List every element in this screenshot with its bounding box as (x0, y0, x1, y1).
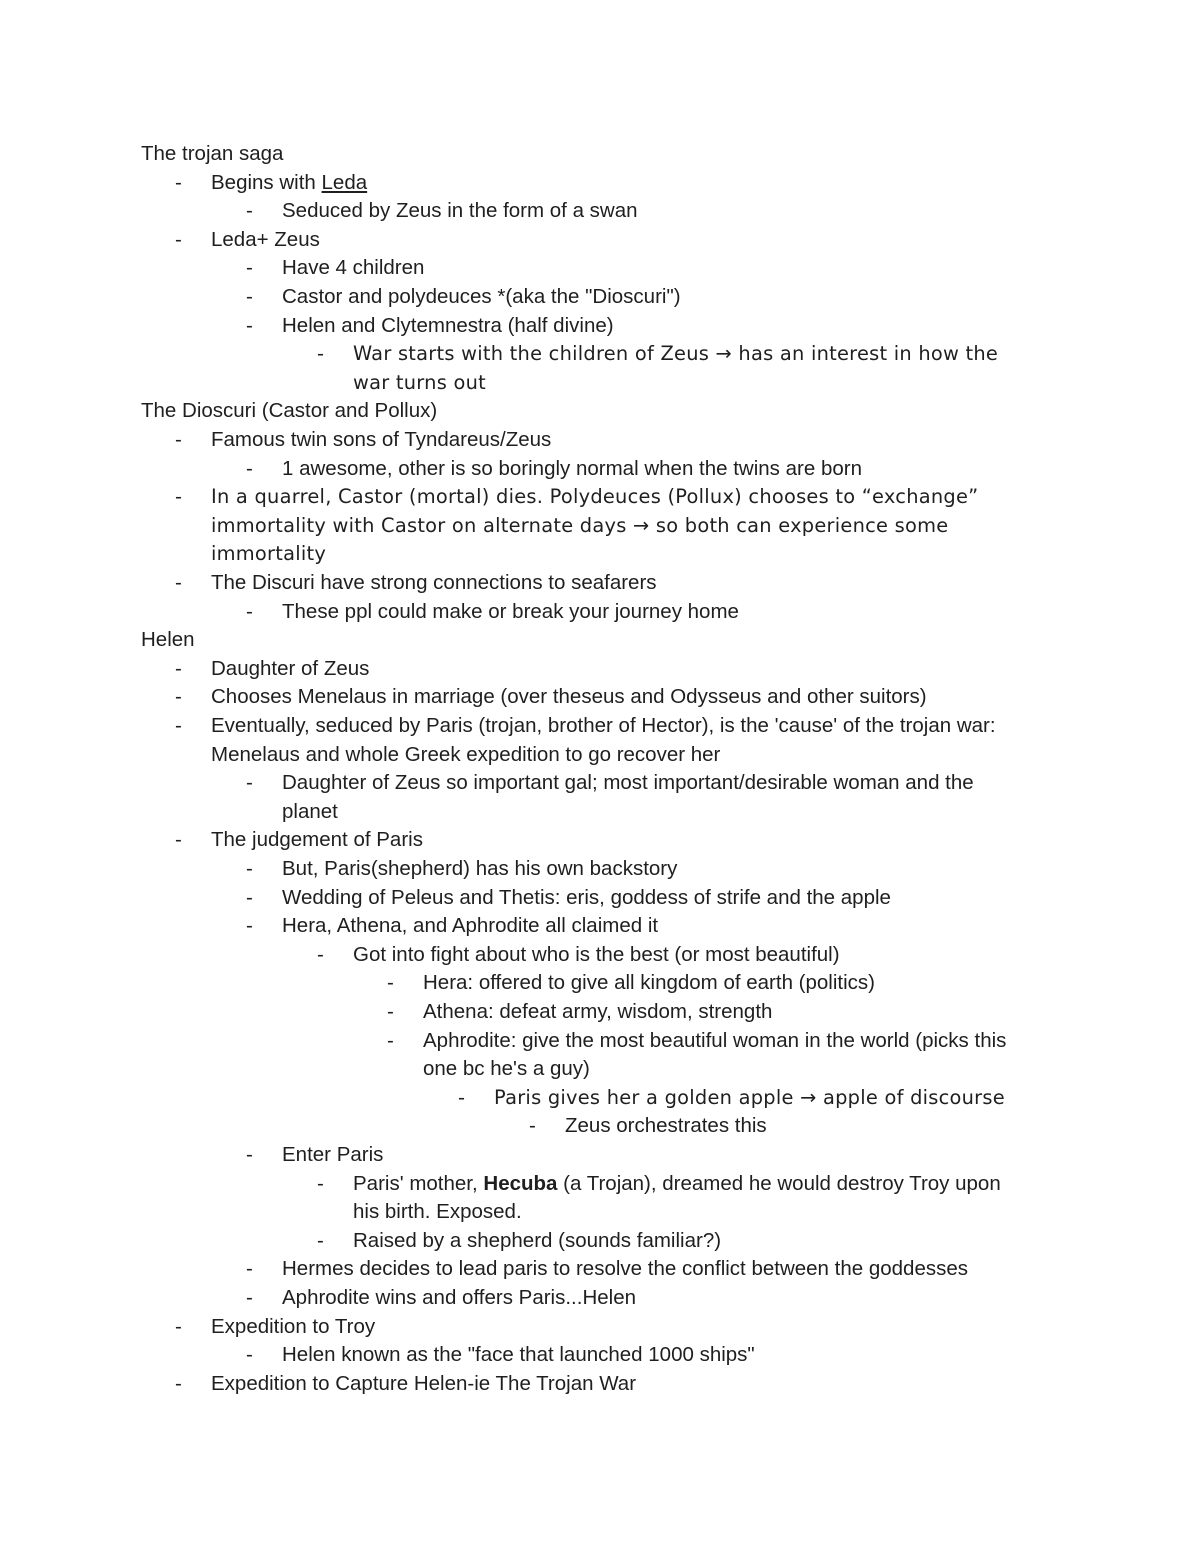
line-text: These ppl could make or break your journey home (282, 599, 739, 623)
line-text: 1 awesome, other is so boringly normal when the twins are born (282, 456, 862, 480)
line-text: Helen known as the "face that launched 1000 ships" (282, 1343, 755, 1367)
bullet-dash: - (246, 1286, 253, 1309)
bullet-dash: - (246, 1143, 253, 1166)
line-text: Castor and polydeuces *(aka the "Dioscuri") (282, 285, 681, 308)
text-segment: Begins with (211, 170, 322, 194)
bullet-dash: - (175, 828, 182, 852)
line-text: Zeus orchestrates this (565, 1114, 767, 1138)
bullet-dash: - (246, 313, 253, 337)
bold-text: Hecuba (483, 1171, 558, 1195)
bullet-dash: - (387, 1000, 394, 1023)
line-text: Enter Paris (282, 1143, 384, 1166)
line-text: War starts with the children of Zeus → has an interest in how the (353, 342, 999, 366)
line-text: Athena: defeat army, wisdom, strength (423, 1000, 773, 1023)
line-text: Paris gives her a golden apple → apple of discourse (494, 1085, 1005, 1109)
bullet-dash: - (246, 1257, 253, 1281)
bullet-dash: - (246, 914, 253, 938)
bullet-dash: - (175, 656, 182, 680)
bullet-dash: - (175, 1371, 182, 1395)
line-text: Daughter of Zeus (211, 656, 370, 680)
bullet-dash: - (317, 1228, 324, 1252)
line-text: Chooses Menelaus in marriage (over theseus and Odysseus and other suitors) (211, 685, 927, 709)
line-text: Have 4 children (282, 256, 425, 280)
line-text: planet (282, 799, 338, 823)
line-text: The Discuri have strong connections to seafarers (211, 571, 657, 594)
line-text (211, 169, 367, 197)
line-text: In a quarrel, Castor (mortal) dies. Polydeuces (Pollux) chooses to “exchange” (211, 485, 979, 509)
line-text: Hera: offered to give all kingdom of earth (politics) (423, 971, 875, 995)
line-text: immortality with Castor on alternate days → so both can experience some (211, 513, 949, 537)
bullet-dash: - (246, 857, 253, 880)
line-text: Hera, Athena, and Aphrodite all claimed it (282, 914, 659, 938)
bullet-dash: - (246, 256, 253, 280)
line-text: one bc he's a guy) (423, 1057, 590, 1081)
bullet-dash: - (175, 571, 182, 594)
bullet-dash: - (317, 942, 324, 966)
line-text: The judgement of Paris (211, 828, 423, 852)
line-text: Aphrodite: give the most beautiful woman in the world (picks this (423, 1028, 1007, 1052)
line-text: Expedition to Capture Helen-ie The Trojan War (211, 1371, 637, 1395)
line-text: Wedding of Peleus and Thetis: eris, goddess of strife and the apple (282, 885, 891, 909)
text-segment: (a Trojan), dreamed he would destroy Troy upon (557, 1171, 1001, 1195)
bullet-dash: - (175, 428, 182, 451)
line-text: Raised by a shepherd (sounds familiar?) (353, 1228, 722, 1252)
bullet-dash: - (175, 714, 182, 737)
line-text: But, Paris(shepherd) has his own backstory (282, 857, 678, 880)
bullet-dash: - (387, 1028, 394, 1052)
bullet-dash: - (529, 1114, 536, 1138)
line-text: The Dioscuri (Castor and Pollux) (141, 399, 438, 423)
bullet-dash: - (175, 227, 182, 251)
line-text: Daughter of Zeus so important gal; most important/desirable woman and the (282, 771, 974, 795)
bullet-dash: - (175, 685, 182, 709)
bullet-dash: - (246, 456, 253, 480)
line-text: Hermes decides to lead paris to resolve the conflict between the goddesses (282, 1257, 968, 1281)
bullet-dash: - (246, 599, 253, 623)
line-text: immortality (211, 542, 327, 566)
bullet-dash: - (175, 485, 183, 509)
bullet-dash: - (246, 885, 253, 909)
bullet-dash: - (246, 285, 253, 308)
line-text: Helen and Clytemnestra (half divine) (282, 313, 614, 337)
line-text: Aphrodite wins and offers Paris...Helen (282, 1286, 637, 1309)
bullet-dash: - (317, 1171, 324, 1195)
text-segment: Paris' mother, (353, 1171, 484, 1195)
bullet-dash: - (246, 771, 253, 795)
underlined-text: Leda (321, 170, 368, 194)
line-text: Seduced by Zeus in the form of a swan (282, 199, 638, 223)
line-text: Helen (141, 628, 195, 652)
bullet-dash: - (175, 170, 182, 194)
bullet-dash: - (246, 1343, 253, 1367)
line-text: Leda+ Zeus (211, 227, 320, 251)
bullet-dash: - (458, 1085, 466, 1109)
line-text: Expedition to Troy (211, 1314, 376, 1338)
line-text: war turns out (353, 370, 486, 394)
line-text: Got into fight about who is the best (or most beautiful) (353, 942, 840, 966)
line-text: Eventually, seduced by Paris (trojan, brother of Hector), is the 'cause' of the trojan war: (211, 714, 996, 737)
line-text: The trojan saga (141, 142, 284, 165)
bullet-dash: - (317, 342, 325, 366)
line-text: his birth. Exposed. (353, 1200, 522, 1224)
bullet-dash: - (175, 1314, 182, 1338)
bullet-dash: - (387, 971, 394, 995)
line-text: Menelaus and whole Greek expedition to go recover her (211, 742, 721, 766)
bullet-dash: - (246, 199, 253, 223)
line-text: Famous twin sons of Tyndareus/Zeus (211, 428, 552, 451)
line-text (353, 1170, 1001, 1198)
